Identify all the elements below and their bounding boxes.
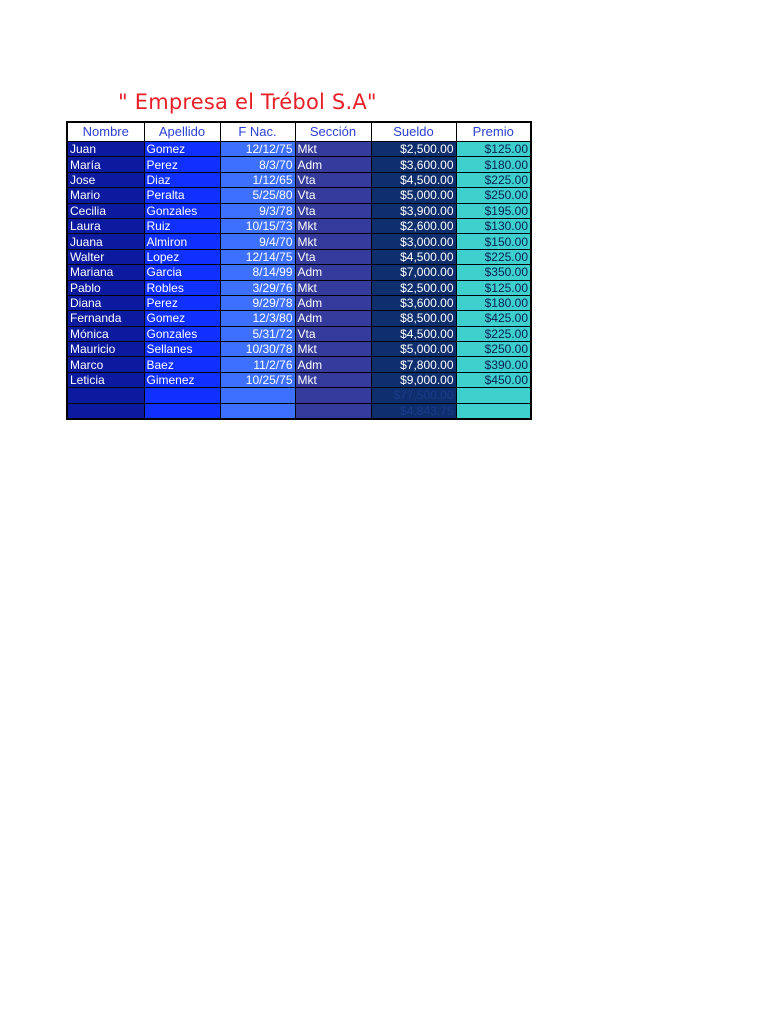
cell-premio[interactable]: $390.00 [456, 357, 531, 372]
cell-sueldo[interactable]: $4,500.00 [371, 326, 456, 341]
cell-fnac[interactable]: 1/12/65 [220, 172, 295, 187]
table-row [67, 326, 531, 341]
cell-seccion[interactable]: Mkt [295, 372, 371, 387]
column-header-fnac[interactable]: F Nac. [220, 122, 295, 142]
cell-sueldo[interactable]: $2,500.00 [371, 280, 456, 295]
cell-sueldo[interactable]: $3,600.00 [371, 157, 456, 172]
cell-premio[interactable]: $195.00 [456, 203, 531, 218]
cell-fnac[interactable]: 5/25/80 [220, 188, 295, 203]
cell-fnac[interactable]: 9/3/78 [220, 203, 295, 218]
cell-apellido[interactable]: Ruiz [144, 218, 220, 233]
cell-fnac[interactable]: 5/31/72 [220, 326, 295, 341]
cell-apellido[interactable]: Baez [144, 357, 220, 372]
cell-premio[interactable]: $250.00 [456, 342, 531, 357]
cell-apellido[interactable]: Peralta [144, 188, 220, 203]
table-row [67, 157, 531, 172]
cell-seccion[interactable]: Mkt [295, 280, 371, 295]
cell-seccion[interactable]: Adm [295, 357, 371, 372]
cell-nombre[interactable]: Walter [67, 249, 144, 264]
cell-premio[interactable]: $225.00 [456, 326, 531, 341]
cell-seccion[interactable]: Adm [295, 265, 371, 280]
cell-nombre[interactable]: Jose [67, 172, 144, 187]
cell-seccion[interactable]: Vta [295, 326, 371, 341]
table-row [67, 249, 531, 264]
cell-nombre[interactable]: Mauricio [67, 342, 144, 357]
cell-fnac[interactable]: 12/14/75 [220, 249, 295, 264]
cell-fnac[interactable] [220, 388, 295, 403]
cell-fnac[interactable]: 9/29/78 [220, 295, 295, 310]
cell-sueldo[interactable]: $5,000.00 [371, 188, 456, 203]
cell-fnac[interactable]: 9/4/70 [220, 234, 295, 249]
table-row [67, 280, 531, 295]
cell-premio[interactable]: $180.00 [456, 295, 531, 310]
cell-sueldo[interactable]: $3,600.00 [371, 295, 456, 310]
sheet-title: " Empresa el Trébol S.A" [118, 90, 377, 114]
cell-premio[interactable] [456, 388, 531, 403]
cell-seccion[interactable]: Vta [295, 172, 371, 187]
table-row [67, 372, 531, 387]
cell-sueldo[interactable]: $5,000.00 [371, 342, 456, 357]
cell-apellido[interactable]: Diaz [144, 172, 220, 187]
cell-seccion[interactable]: Adm [295, 311, 371, 326]
table-row [67, 265, 531, 280]
cell-sueldo[interactable]: $7,000.00 [371, 265, 456, 280]
cell-nombre[interactable] [67, 403, 144, 419]
cell-premio[interactable]: $225.00 [456, 249, 531, 264]
column-header-sueldo[interactable]: Sueldo [371, 122, 456, 142]
table-row [67, 218, 531, 233]
cell-nombre[interactable]: Fernanda [67, 311, 144, 326]
cell-nombre[interactable]: Cecilia [67, 203, 144, 218]
cell-nombre[interactable]: Mario [67, 188, 144, 203]
cell-fnac[interactable]: 11/2/76 [220, 357, 295, 372]
cell-nombre[interactable]: Laura [67, 218, 144, 233]
table-row [67, 188, 531, 203]
column-header-apellido[interactable]: Apellido [144, 122, 220, 142]
cell-apellido[interactable]: Lopez [144, 249, 220, 264]
cell-premio[interactable]: $250.00 [456, 188, 531, 203]
cell-apellido[interactable]: Gonzales [144, 326, 220, 341]
cell-seccion[interactable]: Vta [295, 188, 371, 203]
table-row [67, 342, 531, 357]
cell-apellido[interactable] [144, 403, 220, 419]
cell-nombre[interactable]: Diana [67, 295, 144, 310]
cell-apellido[interactable]: Gomez [144, 311, 220, 326]
cell-sueldo[interactable]: $3,000.00 [371, 234, 456, 249]
cell-apellido[interactable]: Perez [144, 295, 220, 310]
cell-fnac[interactable]: 12/12/75 [220, 142, 295, 157]
cell-apellido[interactable]: Almiron [144, 234, 220, 249]
cell-seccion[interactable] [295, 403, 371, 419]
cell-fnac[interactable]: 8/3/70 [220, 157, 295, 172]
cell-nombre[interactable]: Marco [67, 357, 144, 372]
table-row [67, 142, 531, 157]
cell-nombre[interactable]: Juan [67, 142, 144, 157]
cell-nombre[interactable] [67, 388, 144, 403]
cell-premio[interactable] [456, 403, 531, 419]
table-row [67, 295, 531, 310]
cell-apellido[interactable]: Garcia [144, 265, 220, 280]
table-row [67, 357, 531, 372]
cell-premio[interactable]: $125.00 [456, 280, 531, 295]
cell-nombre[interactable]: Mónica [67, 326, 144, 341]
cell-fnac[interactable] [220, 403, 295, 419]
cell-nombre[interactable]: Mariana [67, 265, 144, 280]
cell-seccion[interactable]: Adm [295, 157, 371, 172]
average-row [67, 403, 531, 419]
cell-nombre[interactable]: Leticia [67, 372, 144, 387]
cell-premio[interactable]: $350.00 [456, 265, 531, 280]
cell-seccion[interactable]: Vta [295, 203, 371, 218]
cell-premio[interactable]: $125.00 [456, 142, 531, 157]
table-row [67, 234, 531, 249]
cell-apellido[interactable]: Gomez [144, 142, 220, 157]
cell-apellido[interactable]: Gonzales [144, 203, 220, 218]
column-header-premio[interactable]: Premio [456, 122, 531, 142]
cell-seccion[interactable]: Mkt [295, 142, 371, 157]
table-row [67, 203, 531, 218]
cell-apellido[interactable]: Gimenez [144, 372, 220, 387]
cell-sueldo[interactable]: $4,843.75 [371, 403, 456, 419]
cell-fnac[interactable]: 10/25/75 [220, 372, 295, 387]
cell-fnac[interactable]: 3/29/76 [220, 280, 295, 295]
cell-sueldo[interactable]: $2,500.00 [371, 142, 456, 157]
table-row [67, 311, 531, 326]
cell-sueldo[interactable]: $3,900.00 [371, 203, 456, 218]
cell-fnac[interactable]: 10/30/78 [220, 342, 295, 357]
cell-apellido[interactable]: Robles [144, 280, 220, 295]
cell-nombre[interactable]: Juana [67, 234, 144, 249]
cell-sueldo[interactable]: $77,500.00 [371, 388, 456, 403]
cell-apellido[interactable]: Perez [144, 157, 220, 172]
cell-seccion[interactable] [295, 388, 371, 403]
column-header-seccion[interactable]: Sección [295, 122, 371, 142]
cell-nombre[interactable]: María [67, 157, 144, 172]
cell-sueldo[interactable]: $4,500.00 [371, 172, 456, 187]
cell-premio[interactable]: $180.00 [456, 157, 531, 172]
cell-premio[interactable]: $450.00 [456, 372, 531, 387]
cell-sueldo[interactable]: $7,800.00 [371, 357, 456, 372]
header-row [67, 122, 531, 142]
cell-seccion[interactable]: Mkt [295, 342, 371, 357]
cell-fnac[interactable]: 8/14/99 [220, 265, 295, 280]
table-row [67, 172, 531, 187]
cell-apellido[interactable]: Sellanes [144, 342, 220, 357]
employee-table [66, 121, 532, 420]
cell-nombre[interactable]: Pablo [67, 280, 144, 295]
total-row [67, 388, 531, 403]
cell-seccion[interactable]: Adm [295, 295, 371, 310]
column-header-nombre[interactable]: Nombre [67, 122, 144, 142]
cell-sueldo[interactable]: $9,000.00 [371, 372, 456, 387]
cell-seccion[interactable]: Mkt [295, 234, 371, 249]
cell-premio[interactable]: $425.00 [456, 311, 531, 326]
cell-sueldo[interactable]: $8,500.00 [371, 311, 456, 326]
cell-seccion[interactable]: Vta [295, 249, 371, 264]
cell-sueldo[interactable]: $2,600.00 [371, 218, 456, 233]
cell-fnac[interactable]: 12/3/80 [220, 311, 295, 326]
cell-premio[interactable]: $150.00 [456, 234, 531, 249]
cell-premio[interactable]: $130.00 [456, 218, 531, 233]
cell-premio[interactable]: $225.00 [456, 172, 531, 187]
cell-fnac[interactable]: 10/15/73 [220, 218, 295, 233]
cell-sueldo[interactable]: $4,500.00 [371, 249, 456, 264]
cell-apellido[interactable] [144, 388, 220, 403]
cell-seccion[interactable]: Mkt [295, 218, 371, 233]
